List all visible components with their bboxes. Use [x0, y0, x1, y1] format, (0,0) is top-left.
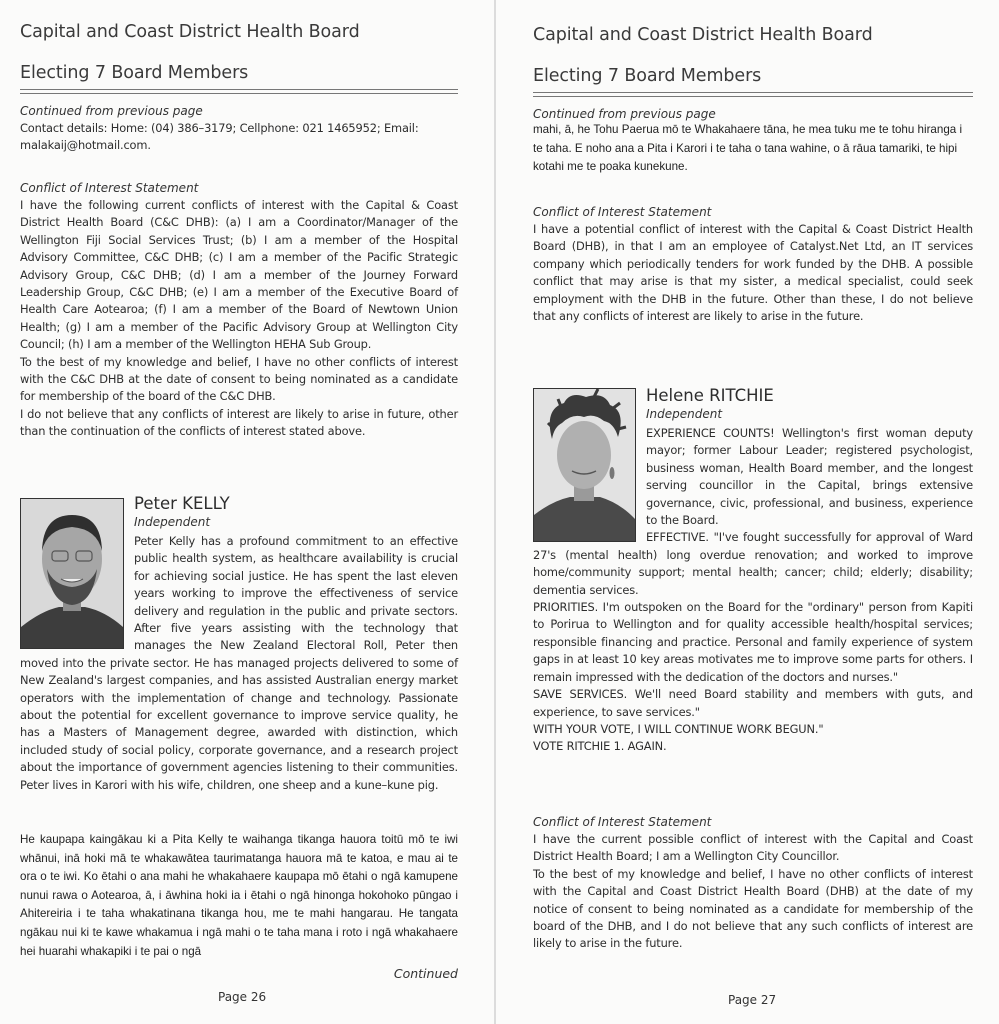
- candidate-helene-ritchie: [533, 386, 973, 756]
- candidate-peter-kelly: [20, 494, 458, 794]
- maori-continuation-text: mahi, ā, he Tohu Paerua mō te Whakahaere tāna, he mea tuku me te tohu hiranga i te taha. E noho ana a Pita i Karori i te taha o tana wahine, o ā rāua tamariki, te hipi kotahi me te poaka kunekune.: [533, 123, 963, 173]
- coi-heading: Conflict of Interest Statement: [20, 181, 199, 195]
- coi-paragraph: To the best of my knowledge and belief, I have no other conflicts of interest with the C&C DHB at the date of consent to being nominated as a candidate for membership of the board of the C&C DHB.: [20, 354, 458, 404]
- candidate-bio-paragraph: WITH YOUR VOTE, I WILL CONTINUE WORK BEGUN.": [533, 721, 824, 736]
- page-number: Page 26: [218, 990, 267, 1004]
- coi-heading: Conflict of Interest Statement: [533, 815, 712, 829]
- header-rule: [533, 92, 973, 97]
- section-title: Electing 7 Board Members: [20, 63, 249, 83]
- coi-paragraph: I have the following current conflicts of interest with the Capital & Coast District Health Board (C&C DHB): (a) I am a Coordinator/Manager of the Wellington Fiji Social Services Trust; (b) I am a member of the Hospital Advisory Committee, C&C DHB; (c) I am a member of the Pacific Strategic Advisory Group, C&C DHB; (d) I am a member of the Journey Forward Leadership Group, C&C DHB; (e) I am a member of the Executive Board of Health Care Aotearoa; (f) I am a member of the Board of Newtown Union Health; (g) I am a member of the Pacific Advisory Group at Wellington City Council; (h) I am a member of the Wellington HEHA Sub Group.: [20, 198, 458, 352]
- section-title: Electing 7 Board Members: [533, 66, 762, 86]
- coi-section: [20, 181, 458, 441]
- org-title: Capital and Coast District Health Board: [533, 25, 873, 45]
- candidate-name: Helene RITCHIE: [646, 386, 774, 405]
- coi-paragraph: To the best of my knowledge and belief, I have no other conflicts of interest with the Capital and Coast District Health Board (DHB) at the date of my notice of consent to being nominated as a candidate for membership of the board of the DHB, and I do not believe that any such conflicts of interest are likely to arise in the future.: [533, 866, 973, 951]
- coi-paragraph: I do not believe that any conflicts of interest are likely to arise in future, other than the continuation of the conflicts of interest stated above.: [20, 406, 458, 439]
- candidate-photo: [20, 498, 124, 649]
- page-27: [496, 0, 999, 1024]
- coi-paragraph: I have a potential conflict of interest with the Capital & Coast District Health Board (DHB), in that I am an employee of Catalyst.Net Ltd, an IT services company which periodically tenders for work funded by the DHB. A possible conflict that may arise is that my sister, a medical specialist, could seek employment with the DHB in the future. Other than these, I do not believe that any conflicts of interest are likely to arise in the future.: [533, 222, 973, 324]
- candidate-bio-paragraph: EFFECTIVE. "I've fought successfully for approval of Ward 27's (mental health) long overdue renovation; and worked to improve home/community support; mental health; cancer; child; elderly; disability; dementia services.: [533, 530, 973, 597]
- contact-block: [20, 104, 458, 155]
- contact-details: Contact details: Home: (04) 386–3179; Cellphone: 021 1465952; Email: malakaij@hotmail.com.: [20, 121, 419, 153]
- page-26: [0, 0, 494, 1024]
- candidate-bio-paragraph: PRIORITIES. I'm outspoken on the Board for the "ordinary" person from Kapiti to Porirua to Wellington and for quality accessible health/hospital services; responsible financing and practice. Personal and family experience of system gaps in at least 10 key areas motivates me to improve some parts for others. I remain impressed with the dedication of the doctors and nurses.": [533, 600, 973, 684]
- portrait-man-icon: [21, 499, 123, 648]
- continued-label: Continued: [393, 966, 458, 981]
- continued-from-label: Continued from previous page: [533, 107, 716, 121]
- maori-continuation-block: [533, 107, 973, 177]
- candidate-affiliation: Independent: [134, 515, 211, 529]
- candidate-bio-maori: [20, 831, 458, 961]
- coi-paragraph: I have the current possible conflict of interest with the Capital and Coast District Health Board; I am a Wellington City Councillor.: [533, 832, 973, 864]
- header-rule: [20, 89, 458, 94]
- org-title: Capital and Coast District Health Board: [20, 22, 360, 42]
- candidate-bio-paragraph: EXPERIENCE COUNTS! Wellington's first woman deputy mayor; former Labour Leader; registered psychologist, business woman, Health Board member, and the longest serving councillor in the Capital, brings extensive governance, civic, professional, and business, experience to the Board.: [646, 426, 973, 528]
- bio-maori-text: He kaupapa kaingākau ki a Pita Kelly te waihanga tikanga hauora toitū mō te iwi whānui, inā hoki mā te whakawātea taurimatanga hauora mā te katoa, e mau ai te ora o te iwi. Ko ētahi o ana mahi he whakahaere kaupapa mō ētahi o ngā kamupene nunui rawa o Aotearoa, ā, i āwhina hoki ia i ētahi o ngā hinonga hokohoko pūngao i Ahitereiria i te taha whakatinana tikanga hou, me te mahi hangarau. He tangata ngākau nui ki te kawe whakamua i ngā mahi o te taha mana i roto i ngā whakahaere hei huarahi whakapiki i te pai o ngā: [20, 833, 458, 958]
- candidate-bio: Peter Kelly has a profound commitment to an effective public health system, as healthcare availability is crucial for achieving social justice. He has spent the last eleven years working to improve the effectiveness of service delivery and regulation in the public and private sectors. After five years assisting with the technology that manages the New Zealand Electoral Roll, Peter then moved into the private sector. He has managed projects delivered to some of New Zealand's largest companies, and has assisted Australian energy market operators with the implementation of change and technology. Passionate about the potential for excellent governance to improve service quality, he has a Masters of Management degree, awarded with distinction, which included study of social policy, corporate governance, and a research project about the importance of government agencies listening to their communities. Peter lives in Karori with his wife, children, one sheep and a kune–kune pig.: [20, 534, 458, 792]
- candidate-photo: [533, 388, 636, 542]
- candidate-affiliation: Independent: [646, 407, 723, 421]
- coi-section: [533, 205, 973, 325]
- portrait-woman-icon: [534, 389, 635, 541]
- page-number: Page 27: [728, 993, 777, 1007]
- continued-from-label: Continued from previous page: [20, 104, 203, 118]
- candidate-name: Peter KELLY: [134, 494, 230, 513]
- candidate-bio-paragraph: VOTE RITCHIE 1. AGAIN.: [533, 739, 667, 754]
- coi-heading: Conflict of Interest Statement: [533, 205, 712, 219]
- coi-section-2: [533, 815, 973, 953]
- candidate-bio-paragraph: SAVE SERVICES. We'll need Board stability and members with guts, and experience, to save services.": [533, 687, 973, 719]
